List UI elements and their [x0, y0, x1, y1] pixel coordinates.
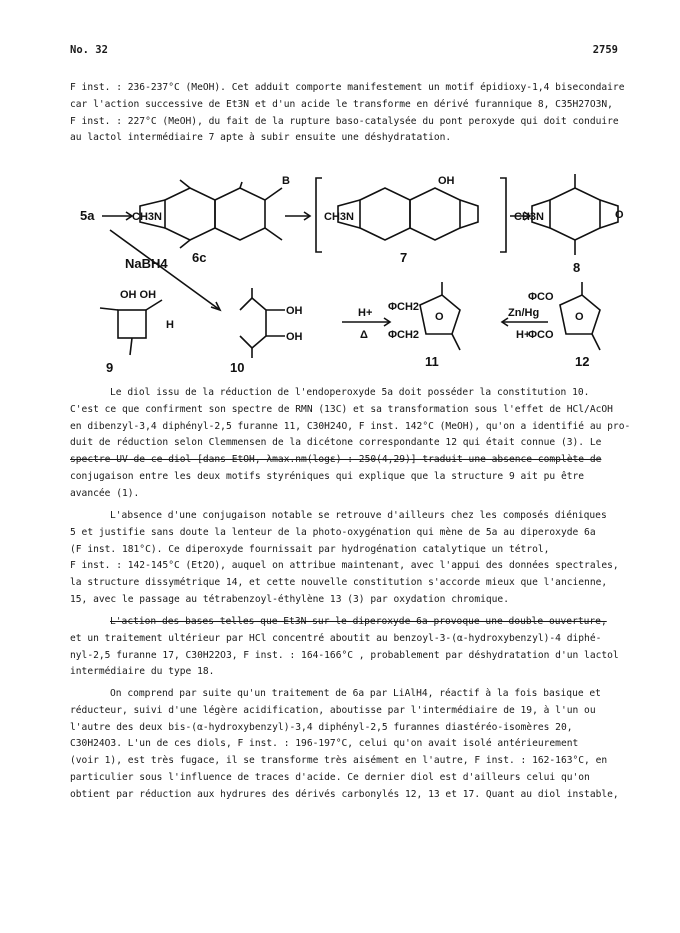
text-line: L'absence d'une conjugaison notable se retrouve d'ailleurs chez les composés diéniques [110, 510, 607, 521]
text-line: F inst. : 227°C (MeOH), du fait de la rupture baso-catalysée du pont peroxyde qui doit conduire [70, 115, 619, 127]
compound-8-structure [532, 174, 618, 255]
compound-9-structure [100, 300, 162, 355]
group-phch2: ΦCH2 [388, 301, 420, 313]
text-line: conjugaison entre les deux motifs styréniques qui explique que la structure 9 ait pu être [70, 470, 585, 482]
atom-h: H [166, 319, 174, 331]
text-line: C'est ce que confirment son spectre de RMN (13C) et sa transformation sous l'effet de HCl/AcOH [70, 403, 613, 415]
reagent-zn-hg: Zn/Hg [508, 307, 540, 319]
atom-o: O [435, 311, 444, 323]
compound-10-structure [240, 288, 285, 358]
group-b: B [282, 175, 290, 187]
text-line: la structure dissymétrique 14, et cette nouvelle constitution s'accorde mieux que l'ancienne, [70, 577, 608, 589]
paragraph-1 [70, 80, 630, 147]
group-oh-oh: OH OH [120, 289, 157, 301]
text-line: nyl-2,5 furanne 17, C30H22O3, F inst. : 164-166°C , probablement par déshydratation d'un lactol [70, 649, 619, 661]
text-line: On comprend par suite qu'un traitement de 6a par LiAlH4, réactif à la fois basique et [110, 688, 601, 699]
group-ch3n: CH3N [132, 211, 162, 223]
label-6c: 6c [192, 250, 207, 265]
paragraph-3 [70, 508, 630, 609]
text-line-struck: spectre UV de ce diol [dans EtOH, λmax.nm(logε) : 250(4,29)] traduit une absence complète de [70, 454, 602, 466]
reaction-scheme [70, 160, 630, 385]
reagent-nabh4: NaBH4 [125, 256, 168, 271]
text-line: avancée (1). [70, 487, 140, 499]
text-line: en dibenzyl-3,4 diphényl-2,5 furanne 11, C30H24O, F inst. 142°C (MeOH), qu'on a identifié au pro- [70, 420, 630, 432]
text-line: l'autre des deux bis-(α-hydroxybenzyl)-3,4 diphényl-2,5 furannes diastéréo-isomères 20, [70, 721, 573, 733]
text-line: duit de réduction selon Clemmensen de la dicétone correspondante 12 qui était connue (3). Le [70, 437, 602, 449]
label-5a: 5a [80, 208, 95, 223]
text-line: et un traitement ultérieur par HCl concentré aboutit au benzoyl-3-(α-hydroxybenzyl)-4 diphé- [70, 632, 602, 644]
text-line: Le diol issu de la réduction de l'endoperoxyde 5a doit posséder la constitution 10. [110, 387, 590, 398]
reagent-h-plus-2: H+ [516, 329, 531, 341]
text-line: au lactol intermédiaire 7 apte à subir ensuite une déshydratation. [70, 132, 452, 144]
page-number: 2759 [592, 44, 618, 56]
group-ch3n: CH3N [514, 211, 544, 223]
paragraph-2 [70, 385, 630, 503]
group-oh: OH [286, 305, 303, 317]
issue-number: No. 32 [70, 44, 108, 56]
label-8: 8 [573, 260, 581, 275]
text-line-struck: L'action des bases telles que Et3N sur le diperoxyde 6a provoque une double ouverture, [110, 616, 607, 627]
reagent-h-plus: H+ [358, 307, 373, 319]
reagent-delta: Δ [360, 329, 368, 341]
label-10: 10 [230, 360, 245, 375]
text-line: (F inst. 181°C). Ce diperoxyde fournissait par hydrogénation catalytique un tétrol, [70, 543, 550, 555]
group-oh: OH [286, 331, 303, 343]
group-phco: ΦCO [528, 291, 554, 303]
atom-o: O [575, 311, 584, 323]
paragraph-5 [70, 686, 630, 804]
label-7: 7 [400, 250, 408, 265]
text-line: particulier sous l'influence de traces d'acide. Ce dernier diol est d'ailleurs celui qu'on [70, 771, 590, 783]
text-line: obtient par réduction aux hydrures des dérivés carbonylés 12, 13 et 17. Quant au diol instable, [70, 788, 619, 800]
text-line: 15, avec le passage au tétrabenzoyl-éthylène 13 (3) par oxydation chromique. [70, 593, 509, 605]
text-line: réducteur, suivi d'une légère acidification, aboutisse par l'intermédiaire de 19, à l'un ou [70, 704, 596, 716]
group-phco: ΦCO [528, 329, 554, 341]
text-line: car l'action successive de Et3N et d'un acide le transforme en dérivé furannique 8, C35H27O3N, [70, 98, 613, 110]
text-line: (voir 1), est très fugace, il se transforme très aisément en l'autre, F inst. : 162-163°C, en [70, 755, 608, 767]
text-line: F inst. : 142-145°C (Et2O), auquel on attribue maintenant, avec l'appui des données spectrales, [70, 560, 619, 572]
group-ch3n: CH3N [324, 211, 354, 223]
label-11: 11 [425, 354, 439, 369]
label-9: 9 [106, 360, 114, 375]
text-line: intermédiaire du type 18. [70, 666, 215, 678]
paragraph-4 [70, 614, 630, 681]
atom-o: O [615, 209, 624, 221]
group-oh: OH [438, 175, 455, 187]
text-line: 5 et justifie sans doute la lenteur de la photo-oxygénation qui mène de 5a au diperoxyde 6a [70, 526, 596, 538]
label-12: 12 [575, 354, 590, 369]
text-line: C30H24O3. L'un de ces diols, F inst. : 196-197°C, celui qu'on avait isolé antérieurement [70, 738, 579, 750]
text-line: F inst. : 236-237°C (MeOH). Cet adduit comporte manifestement un motif épidioxy-1,4 bisecondaire [70, 82, 625, 93]
group-phch2: ΦCH2 [388, 329, 420, 341]
